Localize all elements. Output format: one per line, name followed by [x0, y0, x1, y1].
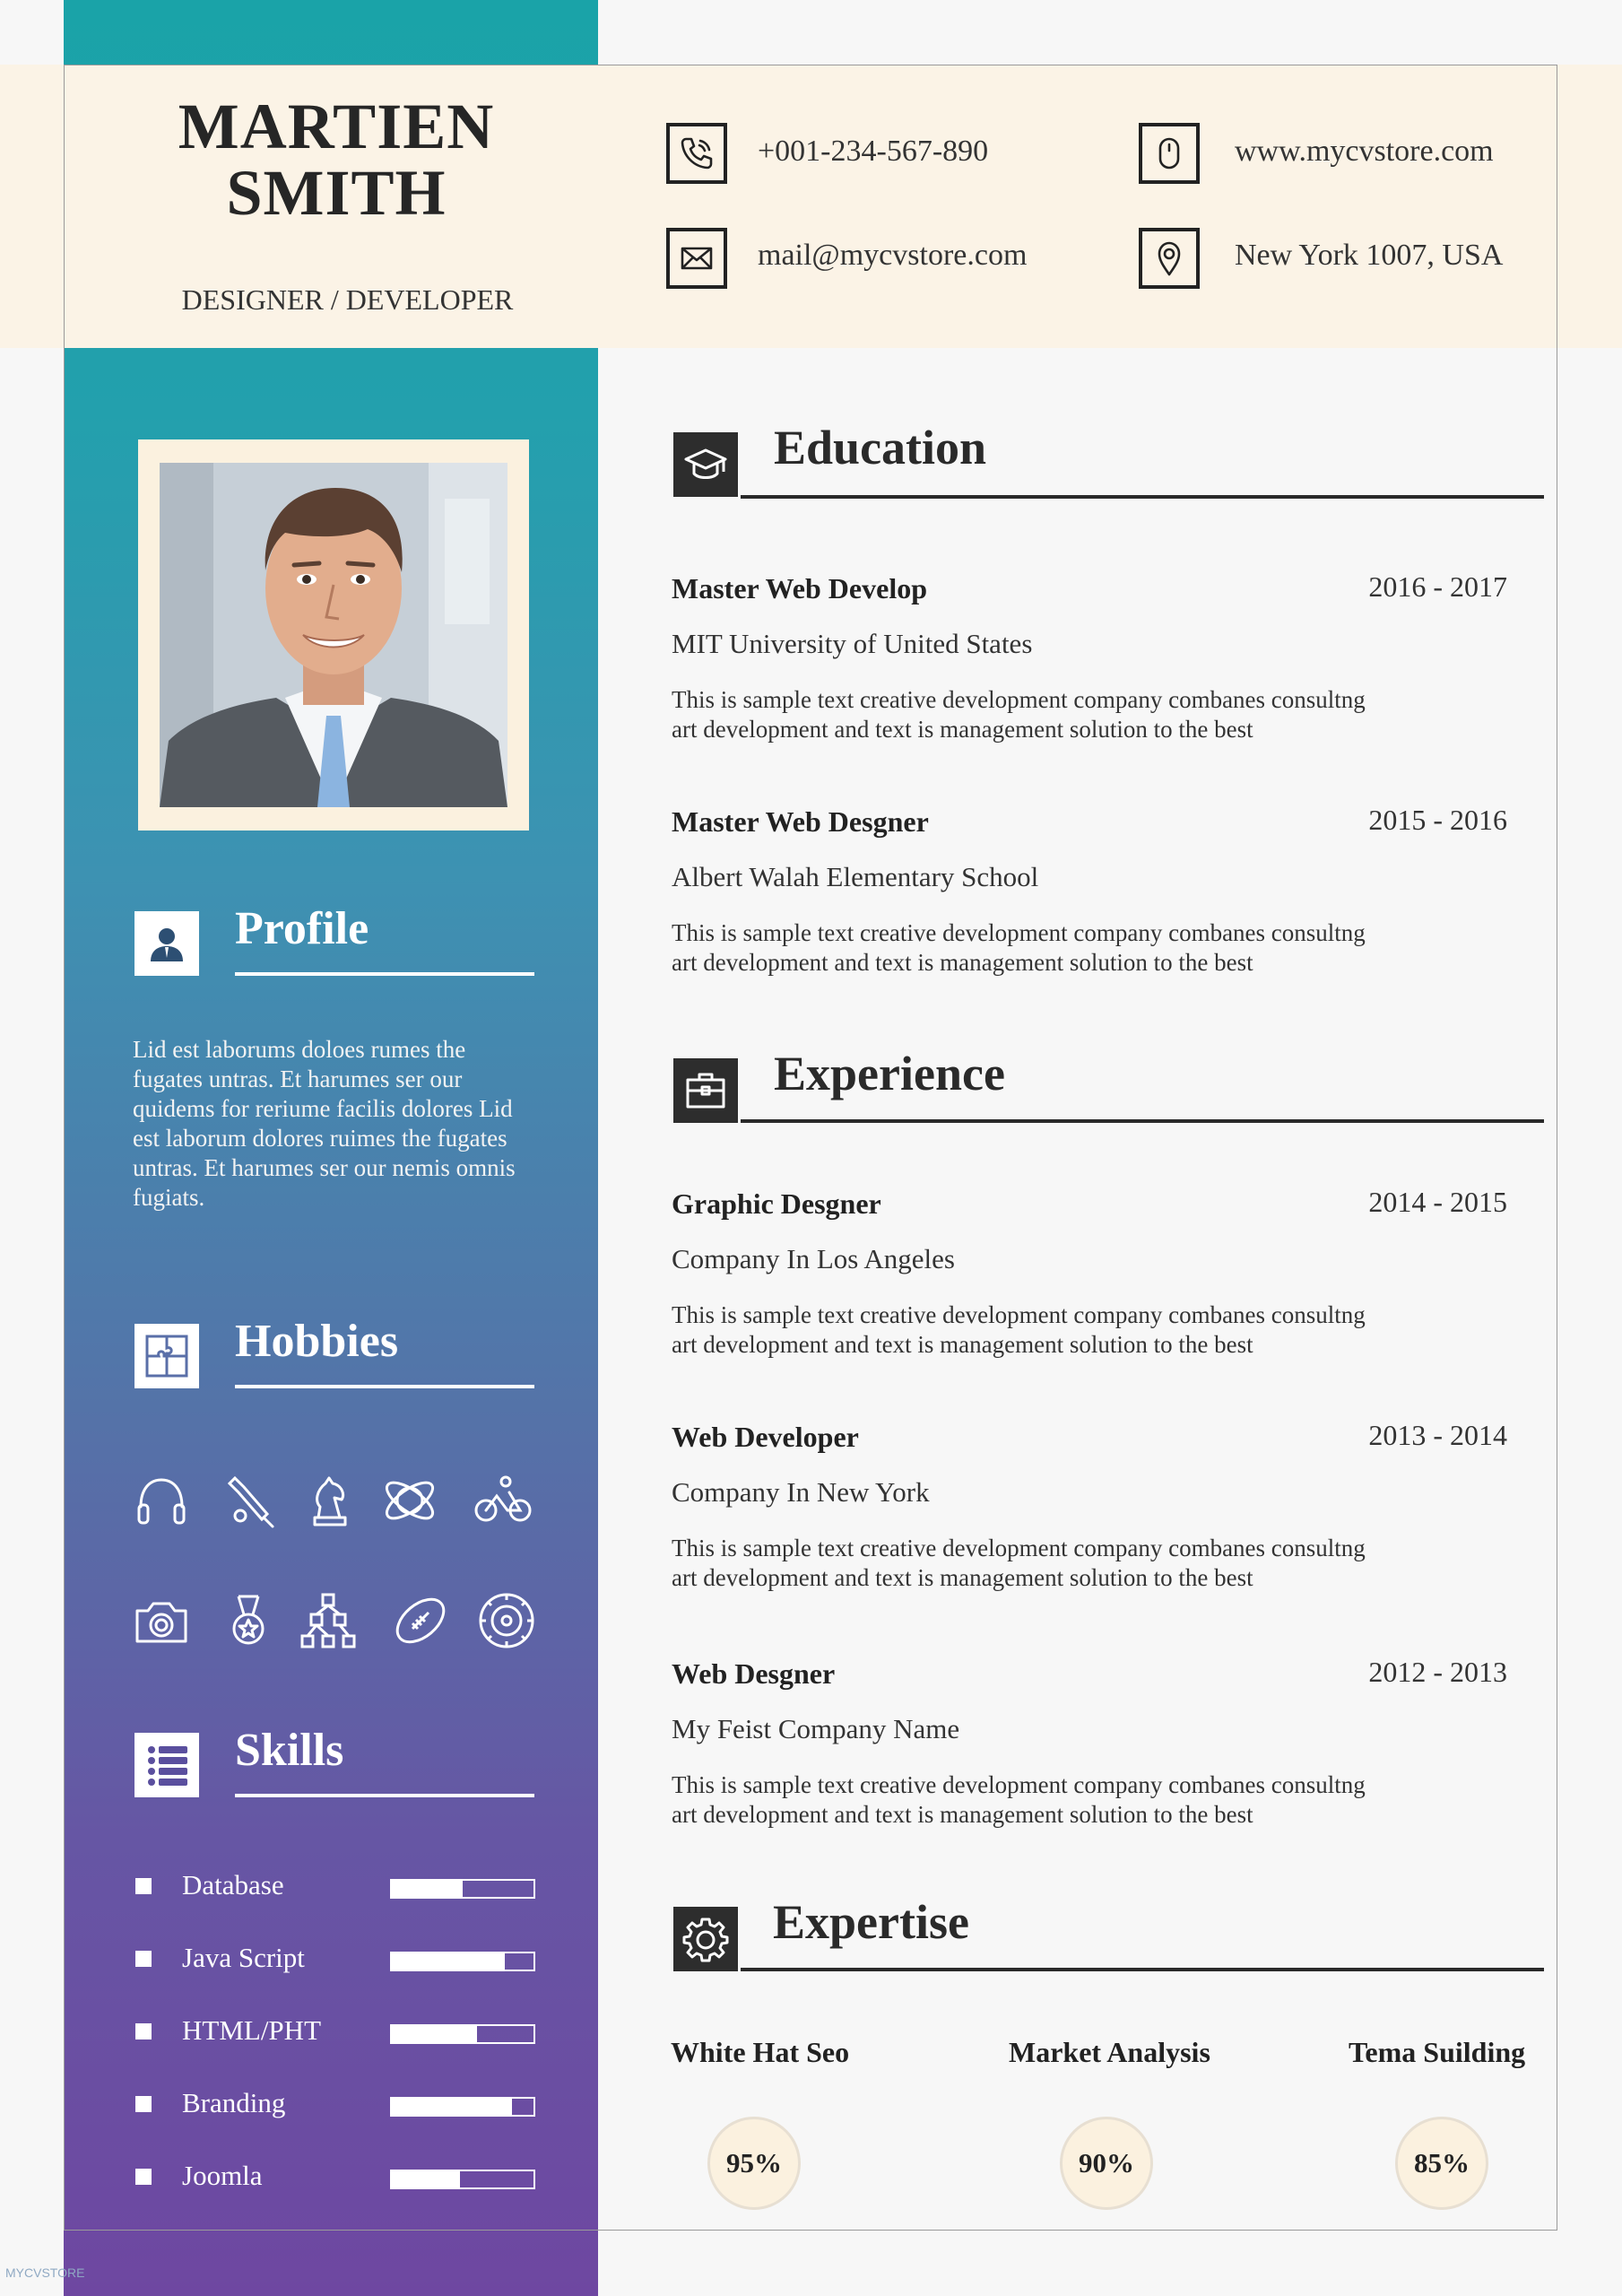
puzzle-icon	[134, 1324, 199, 1388]
profile-photo	[160, 463, 507, 807]
skill-level-bar	[390, 2024, 535, 2044]
planet-icon	[380, 1471, 439, 1530]
expertise-percentage: 85%	[1395, 2117, 1488, 2210]
education-entry-school: MIT University of United States	[672, 628, 1033, 659]
profile-heading: Profile	[235, 903, 369, 954]
skill-name: Database	[182, 1869, 284, 1900]
experience-entry-company: Company In New York	[672, 1476, 930, 1508]
skill-level-bar	[390, 1879, 535, 1899]
tire-icon	[477, 1591, 536, 1650]
skill-level-fill	[392, 1953, 505, 1970]
frame-left-edge	[64, 65, 65, 348]
skill-bullet	[135, 2169, 152, 2185]
education-entry-date: 2016 - 2017	[1368, 570, 1507, 603]
expertise-percentage: 90%	[1060, 2117, 1153, 2210]
skill-level-fill	[392, 1881, 463, 1897]
experience-entry-company: My Feist Company Name	[672, 1713, 960, 1744]
skill-level-bar	[390, 1952, 535, 1971]
bicycle-icon	[473, 1471, 533, 1530]
experience-entry-company: Company In Los Angeles	[672, 1243, 955, 1274]
email-link[interactable]: mail@mycvstore.com	[758, 239, 1028, 272]
skills-heading-rule	[235, 1794, 534, 1797]
briefcase-icon	[673, 1058, 738, 1123]
experience-entry-title: Graphic Desgner	[672, 1187, 881, 1220]
phone-icon	[666, 123, 727, 184]
watermark-logo: MYCVSTORE	[5, 2266, 85, 2280]
experience-entry-title: Web Developer	[672, 1421, 859, 1453]
headphones-icon	[132, 1471, 191, 1530]
expertise-heading-rule	[741, 1968, 1544, 1971]
website-link[interactable]: www.mycvstore.com	[1235, 135, 1494, 168]
education-entry-date: 2015 - 2016	[1368, 804, 1507, 836]
location-pin-icon	[1139, 228, 1200, 289]
camera-icon	[132, 1591, 191, 1650]
skill-bullet	[135, 2096, 152, 2112]
education-entry-title: Master Web Desgner	[672, 805, 929, 838]
skill-bullet	[135, 2023, 152, 2039]
skill-name: Java Script	[182, 1942, 305, 1973]
medal-icon	[219, 1591, 278, 1650]
experience-entry-date: 2013 - 2014	[1368, 1419, 1507, 1451]
education-entry-school: Albert Walah Elementary School	[672, 861, 1039, 892]
experience-entry-date: 2014 - 2015	[1368, 1186, 1507, 1218]
mouse-icon	[1139, 123, 1200, 184]
graduation-cap-icon	[673, 432, 738, 497]
expertise-label: Tema Suilding	[1349, 2036, 1526, 2068]
experience-entry-description: This is sample text creative development company combanes consultng art development and text is management solution to the best	[672, 1535, 1366, 1591]
first-name: MARTIEN	[178, 91, 495, 162]
skills-heading: Skills	[235, 1725, 344, 1776]
education-heading: Education	[774, 421, 987, 474]
education-heading-rule	[741, 495, 1544, 499]
profile-text: Lid est laborums doloes rumes the fugates untras. Et harumes ser our quidems for reriume facilis dolores Lid est laborum dolores ruimes the fugates untras. Et harumes ser our nemis omnis fugiats.	[133, 1036, 516, 1211]
profile-user-icon	[134, 911, 199, 976]
skill-level-fill	[392, 2171, 460, 2187]
cricket-icon	[222, 1471, 282, 1530]
hobbies-heading: Hobbies	[235, 1316, 399, 1367]
football-icon	[391, 1591, 450, 1650]
expertise-label: Market Analysis	[1009, 2036, 1210, 2068]
profile-heading-rule	[235, 972, 534, 976]
gear-icon	[673, 1907, 738, 1971]
skill-bullet	[135, 1951, 152, 1967]
address-text: New York 1007, USA	[1235, 239, 1504, 272]
last-name: SMITH	[226, 157, 447, 229]
skill-level-fill	[392, 2099, 512, 2115]
experience-heading-rule	[741, 1119, 1544, 1123]
expertise-label: White Hat Seo	[671, 2036, 850, 2068]
skill-level-bar	[390, 2097, 535, 2117]
experience-entry-title: Web Desgner	[672, 1657, 836, 1690]
expertise-heading: Expertise	[773, 1895, 969, 1949]
phone-number[interactable]: +001-234-567-890	[758, 135, 989, 168]
mail-icon	[666, 228, 727, 289]
experience-entry-description: This is sample text creative development company combanes consultng art development and text is management solution to the best	[672, 1301, 1366, 1358]
network-icon	[299, 1591, 358, 1650]
skill-level-bar	[390, 2170, 535, 2189]
chess-knight-icon	[300, 1471, 360, 1530]
list-icon	[134, 1733, 199, 1797]
experience-heading: Experience	[774, 1047, 1005, 1100]
experience-entry-description: This is sample text creative development company combanes consultng art development and text is management solution to the best	[672, 1771, 1366, 1828]
skill-bullet	[135, 1878, 152, 1894]
skill-name: Branding	[182, 2087, 286, 2118]
hobbies-heading-rule	[235, 1385, 534, 1388]
education-entry-description: This is sample text creative development company combanes consultng art development and text is management solution to the best	[672, 686, 1366, 743]
skill-name: Joomla	[182, 2160, 263, 2191]
experience-entry-date: 2012 - 2013	[1368, 1656, 1507, 1688]
skill-name: HTML/PHT	[182, 2014, 321, 2046]
education-entry-title: Master Web Develop	[672, 572, 927, 604]
expertise-percentage: 95%	[707, 2117, 801, 2210]
profile-photo-frame	[138, 439, 529, 831]
job-role: DESIGNER / DEVELOPER	[181, 283, 514, 316]
skill-level-fill	[392, 2026, 477, 2042]
education-entry-description: This is sample text creative development company combanes consultng art development and text is management solution to the best	[672, 919, 1366, 976]
